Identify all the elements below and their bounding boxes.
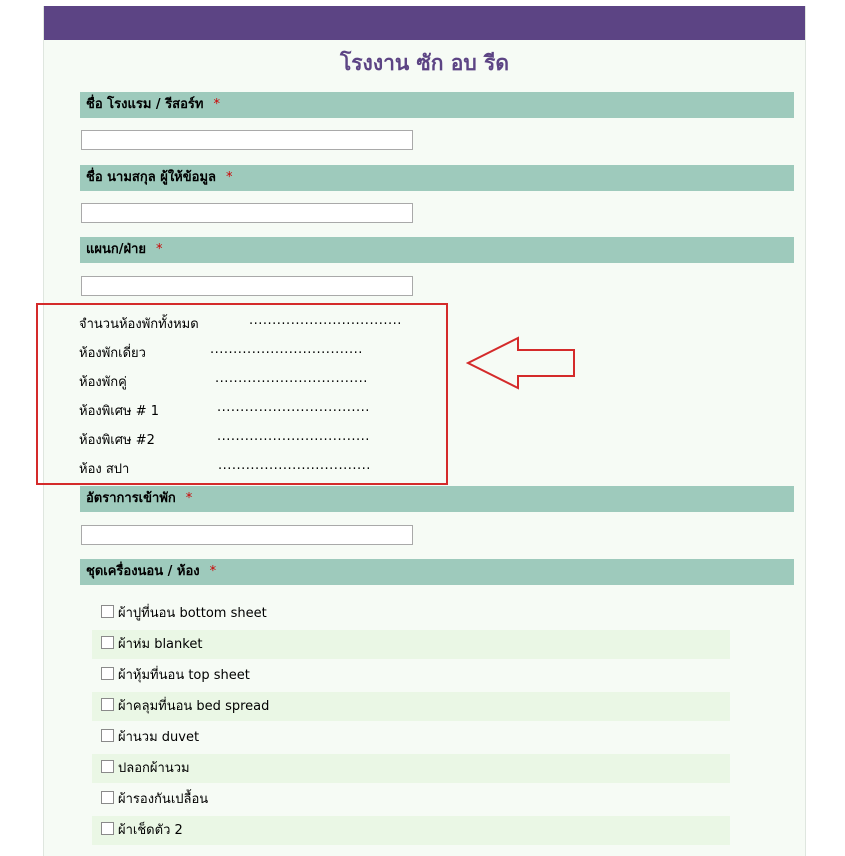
room-count-label: ห้องพักเดี่ยว bbox=[79, 346, 146, 361]
annotation-highlight-box bbox=[36, 303, 448, 485]
section-department bbox=[80, 237, 794, 263]
section-label: ชื่อ นามสกุล ผู้ให้ข้อมูล bbox=[86, 170, 216, 185]
room-count-label: ห้องพักคู่ bbox=[79, 375, 127, 390]
bedding-option[interactable] bbox=[92, 754, 730, 783]
section-label: ชื่อ โรงแรม / รีสอร์ท bbox=[86, 97, 204, 112]
checkbox-icon[interactable] bbox=[101, 698, 114, 711]
bedding-option-label: ผ้าคลุมที่นอน bed spread bbox=[118, 699, 270, 714]
bedding-option-label: ปลอกผ้านวม bbox=[118, 761, 190, 776]
form-title: โรงงาน ซัก อบ รีด bbox=[340, 51, 509, 75]
required-mark: * bbox=[213, 97, 220, 112]
required-mark: * bbox=[209, 564, 217, 579]
section-bedding-set bbox=[80, 559, 794, 585]
informant-name-input[interactable] bbox=[81, 203, 413, 223]
room-count-label: ห้องพิเศษ #2 bbox=[79, 433, 155, 448]
checkbox-icon[interactable] bbox=[101, 760, 114, 773]
bedding-option[interactable] bbox=[92, 785, 730, 814]
bedding-option[interactable] bbox=[92, 630, 730, 659]
section-occupancy-rate bbox=[80, 486, 794, 512]
bedding-option-label: ผ้าห่ม blanket bbox=[118, 637, 203, 652]
room-count-label: จำนวนห้องพักทั้งหมด bbox=[79, 317, 199, 332]
required-mark: * bbox=[156, 242, 163, 257]
bedding-option[interactable] bbox=[92, 661, 730, 690]
bedding-option[interactable] bbox=[92, 692, 730, 721]
section-label: ชุดเครื่องนอน / ห้อง bbox=[86, 564, 200, 579]
room-count-dots: ................................. bbox=[215, 371, 368, 386]
room-count-dots: ................................. bbox=[210, 342, 363, 357]
section-label: แผนก/ฝ่าย bbox=[86, 242, 147, 257]
required-mark: * bbox=[185, 491, 193, 506]
department-input[interactable] bbox=[81, 276, 413, 296]
room-count-dots: ................................. bbox=[218, 458, 371, 473]
room-count-label: ห้องพิเศษ # 1 bbox=[79, 404, 159, 419]
required-mark: * bbox=[225, 170, 233, 185]
checkbox-icon[interactable] bbox=[101, 605, 114, 618]
checkbox-icon[interactable] bbox=[101, 822, 114, 835]
bedding-option[interactable] bbox=[92, 816, 730, 845]
form-header-bar bbox=[44, 6, 805, 40]
checkbox-icon[interactable] bbox=[101, 729, 114, 742]
bedding-option-label: ผ้าหุ้มที่นอน top sheet bbox=[118, 668, 250, 683]
left-arrow-annotation-icon bbox=[466, 336, 578, 390]
occupancy-rate-input[interactable] bbox=[81, 525, 413, 545]
section-informant-name bbox=[80, 165, 794, 191]
room-count-dots: ................................. bbox=[249, 313, 402, 328]
checkbox-icon[interactable] bbox=[101, 636, 114, 649]
section-label: อัตราการเข้าพัก bbox=[86, 491, 176, 506]
bedding-option-label: ผ้านวม duvet bbox=[118, 730, 200, 745]
bedding-option[interactable] bbox=[92, 599, 730, 628]
checkbox-icon[interactable] bbox=[101, 667, 114, 680]
bedding-option[interactable] bbox=[92, 723, 730, 752]
hotel-name-input[interactable] bbox=[81, 130, 413, 150]
room-count-dots: ................................. bbox=[217, 400, 370, 415]
room-count-label: ห้อง สปา bbox=[79, 462, 130, 477]
bedding-option-label: ผ้าปูที่นอน bottom sheet bbox=[118, 606, 267, 621]
bedding-option-label: ผ้ารองกันเปลื้อน bbox=[118, 792, 209, 807]
checkbox-icon[interactable] bbox=[101, 791, 114, 804]
room-count-dots: ................................. bbox=[217, 429, 370, 444]
section-hotel-name bbox=[80, 92, 794, 118]
bedding-option-label: ผ้าเช็ดตัว 2 bbox=[118, 823, 183, 838]
